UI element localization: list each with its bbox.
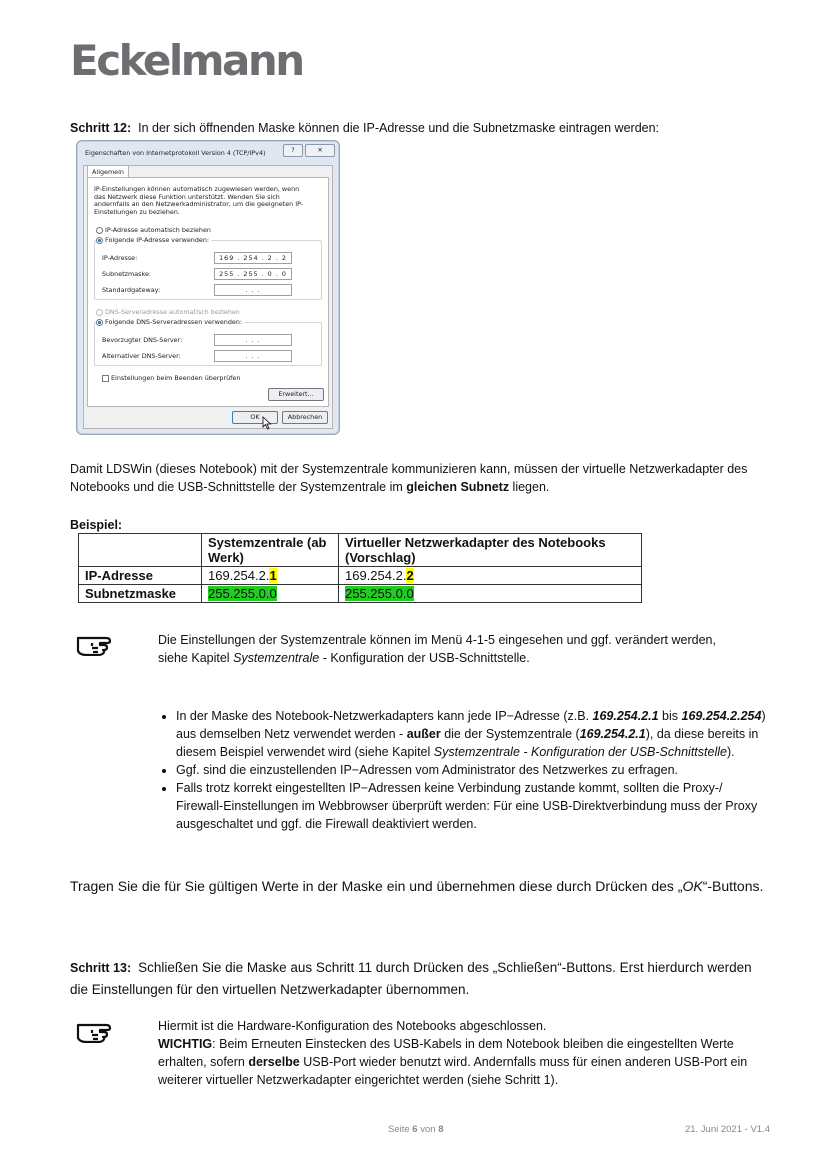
radio-auto-ip[interactable] — [96, 226, 211, 234]
gateway-input[interactable]: . . . — [214, 284, 292, 296]
ip-label: IP-Adresse: — [102, 254, 138, 262]
ip-input[interactable]: 169 . 254 . 2 . 2 — [214, 252, 292, 264]
b1-c: ) aus demselben Netz verwendet werden - — [176, 709, 766, 741]
step-12 — [70, 119, 770, 137]
page-total: 8 — [438, 1124, 444, 1135]
example-label-text: Beispiel: — [70, 518, 123, 532]
dns1-input[interactable]: . . . — [214, 334, 292, 346]
para2-b: “-Buttons. — [702, 878, 764, 894]
note1-line2-italic: Systemzentrale — [233, 651, 320, 665]
note-1 — [158, 631, 758, 667]
radio-auto-dns-icon — [96, 309, 103, 316]
para1-text-a: Damit LDSWin (dieses Notebook) mit der Systemzentrale kommunizieren kann, müssen der virtuelle Netzwerkadapter des Notebooks und die USB-Schnittstelle der Systemzentrale im — [70, 462, 748, 494]
note1-line2 — [158, 649, 758, 667]
note2-warning-a: : Beim Erneuten Einstecken des USB-Kabels in dem Notebook bleiben die eingestellten Werte erhalten, sofern — [158, 1037, 734, 1069]
ip1-suffix: 1 — [269, 568, 277, 583]
row-ip-label: IP-Adresse — [79, 567, 202, 585]
bullet-list — [158, 707, 766, 833]
subnet-paragraph — [70, 460, 770, 496]
note-2 — [158, 1017, 770, 1089]
advanced-button[interactable]: Erweitert... — [268, 388, 324, 401]
note1-line2-b: - Konfiguration der USB-Schnittstelle. — [319, 651, 530, 665]
pointing-hand-icon — [76, 630, 120, 656]
b1-f: ). — [726, 745, 735, 759]
list-item: • Falls trotz korrekt eingestellten IP−Adressen keine Verbindung zustande kommt, sollten die Proxy-/ Firewall-Einstellungen im Webbrowser überprüft werden: Für eine USB-Direktverbindung muss der Proxy ausgeschaltet und ggf. die Firewall deaktiviert werden. — [176, 779, 766, 833]
mask2-value: 255.255.0.0 — [345, 586, 414, 601]
page-number — [388, 1124, 444, 1135]
example-table — [78, 533, 642, 603]
radio-manual-dns-icon — [96, 319, 103, 326]
example-label — [70, 516, 122, 534]
para2-a: Tragen Sie die für Sie gültigen Werte in der Maske ein und übernehmen diese durch Drücken des „ — [70, 878, 683, 894]
note1-line1: Die Einstellungen der Systemzentrale können im Menü 4-1-5 eingesehen und ggf. verändert werden, — [158, 633, 716, 647]
note2-warning-label: WICHTIG — [158, 1037, 213, 1051]
note2-warning — [158, 1035, 770, 1089]
table-header-row — [79, 534, 642, 567]
note2-warning-bold: derselbe — [248, 1055, 300, 1069]
note2-line1: Hiermit ist die Hardware-Konfiguration des Notebooks abgeschlossen. — [158, 1019, 547, 1033]
b1-e: ), da diese bereits in diesem Beispiel verwendet wird (siehe Kapitel — [176, 727, 759, 759]
tcpip-dialog — [76, 140, 340, 435]
mask-label: Subnetzmaske: — [102, 270, 152, 278]
step-12-label: Schritt 12: — [70, 121, 132, 135]
b1-ip2: 169.254.2.254 — [681, 709, 762, 723]
pointing-hand-icon — [76, 1017, 120, 1043]
table-row — [79, 567, 642, 585]
b1-bold: außer — [406, 727, 441, 741]
ip1-prefix: 169.254.2. — [208, 568, 270, 583]
mask-systemzentrale — [202, 585, 339, 603]
dialog-title: Eigenschaften von Internetprotokoll Version 4 (TCP/IPv4) — [85, 149, 266, 157]
col-notebook: Virtueller Netzwerkadapter des Notebooks (Vorschlag) — [339, 534, 642, 567]
b1-ip3: 169.254.2.1 — [579, 727, 646, 741]
footer-date: 21. Juni 2021 - V1.4 — [684, 1124, 770, 1135]
table-corner-cell — [79, 534, 202, 567]
ip-notebook — [339, 567, 642, 585]
page-num: 6 — [412, 1124, 418, 1135]
radio-manual-dns[interactable] — [96, 318, 244, 326]
col-systemzentrale: Systemzentrale (ab Werk) — [202, 534, 339, 567]
validate-checkbox[interactable] — [102, 374, 240, 382]
gateway-label: Standardgateway: — [102, 286, 161, 294]
general-panel — [87, 177, 329, 407]
radio-auto-dns-label: DNS-Serveradresse automatisch beziehen — [105, 308, 240, 316]
enter-values-paragraph — [70, 876, 770, 897]
mouse-cursor-icon — [262, 416, 272, 430]
radio-manual-ip-icon — [96, 237, 103, 244]
list-item — [176, 707, 766, 761]
dns2-input[interactable]: . . . — [214, 350, 292, 362]
b1-ref: Systemzentrale - Konfiguration der USB-Schnittstelle — [433, 745, 727, 759]
b1-a: In der Maske des Notebook-Netzwerkadapters kann jede IP−Adresse (z.B. — [176, 709, 593, 723]
radio-manual-ip-label: Folgende IP-Adresse verwenden: — [105, 236, 210, 244]
ip2-suffix: 2 — [406, 568, 414, 583]
table-row — [79, 585, 642, 603]
ok-button[interactable]: OK — [232, 411, 278, 424]
radio-auto-ip-icon — [96, 227, 103, 234]
note2-warning-b: USB-Port wieder benutzt wird. Andernfalls muss für einen anderen USB-Port ein weiterer virtueller Netzwerkadapter eingerichtet werden (siehe Schritt 1). — [158, 1055, 748, 1087]
note1-line2-a: siehe Kapitel — [158, 651, 234, 665]
radio-auto-dns[interactable] — [96, 308, 240, 316]
row-mask-label: Subnetzmaske — [79, 585, 202, 603]
validate-checkbox-label: Einstellungen beim Beenden überprüfen — [111, 374, 241, 382]
tab-container — [83, 165, 333, 429]
dns1-label: Bevorzugter DNS-Server: — [102, 336, 183, 344]
radio-manual-ip[interactable] — [96, 236, 211, 244]
cancel-button[interactable]: Abbrechen — [282, 411, 328, 424]
page-a: Seite — [388, 1124, 413, 1135]
dns2-label: Alternativer DNS-Server: — [102, 352, 181, 360]
checkbox-icon — [102, 375, 109, 382]
list-item: • Ggf. sind die einzustellenden IP−Adressen vom Administrator des Netzwerkes zu erfragen. — [176, 761, 766, 779]
ip2-prefix: 169.254.2. — [345, 568, 407, 583]
radio-auto-ip-label: IP-Adresse automatisch beziehen — [105, 226, 211, 234]
mask1-value: 255.255.0.0 — [208, 586, 277, 601]
radio-manual-dns-label: Folgende DNS-Serveradressen verwenden: — [105, 318, 243, 326]
para2-italic: OK — [682, 878, 703, 894]
b1-ip1: 169.254.2.1 — [592, 709, 659, 723]
page-b: von — [417, 1124, 439, 1135]
step-13 — [70, 957, 770, 1001]
help-button[interactable]: ? — [283, 144, 303, 157]
b1-d: die der Systemzentrale ( — [440, 727, 580, 741]
step-13-text: Schließen Sie die Maske aus Schritt 11 durch Drücken des „Schließen“-Buttons. Erst hierdurch werden die Einstellungen für den virtuellen Netzwerkadapter übernommen. — [70, 960, 752, 997]
tab-general[interactable]: Allgemein — [87, 165, 129, 178]
step-12-text: In der sich öffnenden Maske können die IP-Adresse und die Subnetzmaske eintragen werden: — [138, 121, 660, 135]
step-13-label: Schritt 13: — [70, 961, 132, 975]
para1-bold: gleichen Subnetz — [406, 480, 510, 494]
intro-text: IP-Einstellungen können automatisch zugewiesen werden, wenn das Netzwerk diese Funktion unterstützt. Wenden Sie sich andernfalls an den Netzwerkadministrator, um die geeigneten IP-Einstellungen zu beziehen. — [94, 185, 304, 216]
b1-b: bis — [658, 709, 682, 723]
mask-input[interactable]: 255 . 255 . 0 . 0 — [214, 268, 292, 280]
company-logo: Eckelmann — [70, 36, 303, 85]
mask-notebook — [339, 585, 642, 603]
ip-systemzentrale — [202, 567, 339, 585]
close-button[interactable]: ✕ — [305, 144, 335, 157]
para1-text-b: liegen. — [509, 480, 550, 494]
